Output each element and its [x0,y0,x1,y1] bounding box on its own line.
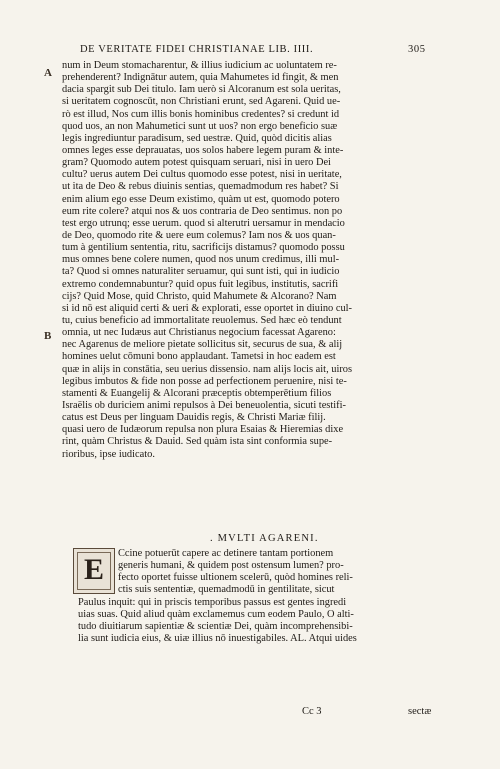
text-line: legibus imbutos & fide non posse ad perfectionem peruenire, nisi te- [62,375,347,387]
text-line: lia sunt iudicia eius, & uiæ illius nō inuestigabiles. AL. Atqui uides [78,632,357,644]
text-line: catus est Deus per linguam Dauidis regis, & Christi Mariæ filij. [62,412,326,424]
text-line: gram? Quomodo autem potest quisquam seruari, nisi in uero Dei [62,157,331,169]
text-line: Ccine potuerūt capere ac detinere tantam portionem [118,548,334,559]
catchword: sectæ [408,706,432,717]
text-line: quæ in alijs in constātia, seu uerius dissensio. nam alijs locis ait, uiros [62,363,353,375]
text-line: tu, cuius beneficio ad immortalitate reuolemus. Sed hæc eò tendunt [62,314,342,326]
text-line: uias suas. Quid aliud quàm exclamemus cum eodem Paulo, O alti- [78,608,354,620]
text-line: si ueritatem cognoscūt, non Christiani erunt, sed Agareni. Quid ue- [62,96,341,108]
text-line: stamenti & Euangelij & Alcorani præceptis obtemperētium filios [62,387,332,399]
text-line: de Deo, quomodo rite & uere eum colemus? Iam nos & uos quan- [62,229,336,241]
text-line: homines uelut cōmuni bono applaudant. Tametsi in hoc eadem est [62,351,336,363]
section-text-block [78,548,444,645]
text-line: fecto oportet fuisse ultionem scelerū, quòd homines reli- [118,572,353,584]
signature-mark: Cc 3 [302,706,322,717]
text-line: ta? Quod si omnes naturaliter seruamur, qui sunt isti, qui in iudicio [62,266,340,278]
text-line: legis ingrediuntur paradisum, sed uestræ. Quid, quòd dicitis alias [62,132,332,144]
text-line: generis humani, & quidem post ostensum lumen? pro- [118,560,344,572]
text-line: extremo condemnabuntur? quid opus fuit legibus, institutis, sacrifi [62,278,339,290]
text-line: ut ita de Deo & rebus diuinis sentias, quemadmodum res habet? Si [62,181,339,193]
text-line: cijs? Quid Mose, quid Christo, quid Mahumete & Alcorano? Nam [62,290,337,302]
text-line: Israëlis ob duriciem animi repulsos à Dei beneuolentia, sicuti testifi- [62,399,346,411]
text-line: nec Agarenus de meliore pietate sollicitus sit, securus de sua, & alij [62,339,343,351]
main-text-block [62,60,444,461]
text-line: rint, quàm Christus & Dauid. Sed quàm ista sint conformia supe- [62,436,333,448]
text-line: dacia spargit sub Dei titulo. Iam uerò si Alcoranum est sola ueritas, [62,84,341,96]
text-line: omnia, ut nec Iudæus aut Christianus negocium facessat Agareno: [62,327,336,339]
text-line: eum rite colere? atqui nos & uos contraria de Deo sentimus. non po [62,205,343,217]
folio-number: 305 [408,44,426,55]
speaker-heading: . MVLTI AGARENI. [210,533,319,544]
initial-letter: E [83,553,104,586]
text-line: tum à gentilium sententia, ritu, sacrificijs distamus? quomodo possu [62,242,345,254]
text-line: prehenderent? Indignātur autem, quia Mahumetes id fingit, & men [62,72,339,84]
text-line: num in Deum stomacharentur, & illius iudicium ac uoluntatem re- [62,60,337,71]
text-line: si id nō est aliquid certi & ueri & explorati, esse oportet in diuino cul- [62,302,353,314]
text-line: quasi uero de Iudæorum repulsa non plura Esaias & Hieremias dixe [62,424,344,436]
text-line: Paulus inquit: qui in priscis temporibus passus est gentes ingredi [78,596,347,608]
text-line: ctis suis sententiæ, quemadmodū in gentilitate, sicut [118,584,335,596]
text-line: omnes leges esse deprauatas, uos solos habere legem puram & inte- [62,144,344,156]
running-head [80,44,440,55]
text-line: quod uos, an non Mahumetici sunt ut uos? non ergo beneficio suæ [62,120,338,132]
text-line: cultu? uerus autem Dei cultus quomodo esse potest, nisi in ueritate, [62,169,342,181]
running-title: DE VERITATE FIDEI CHRISTIANAE LIB. IIII. [80,44,314,55]
margin-mark-b: B [44,330,52,342]
text-line: enim alium ego esse Deum existimo, quàm ut est, quomodo potero [62,193,340,205]
text-line: tudo diuitiarum sapientiæ & scientiæ Dei, quàm incomprehensibi- [78,620,353,632]
text-line: rioribus, ipse iudicato. [62,448,155,460]
text-line: rò est illud, Nos cum illis bonis hominibus credentes? si credunt id [62,108,340,120]
text-line: mus omnes bene colere numen, quod nos unum credimus, illi mul- [62,254,340,266]
text-line: test ergo utrunq; esse uerum. quod si alterutri uersamur in mendacio [62,217,345,229]
margin-mark-a: A [44,67,52,79]
